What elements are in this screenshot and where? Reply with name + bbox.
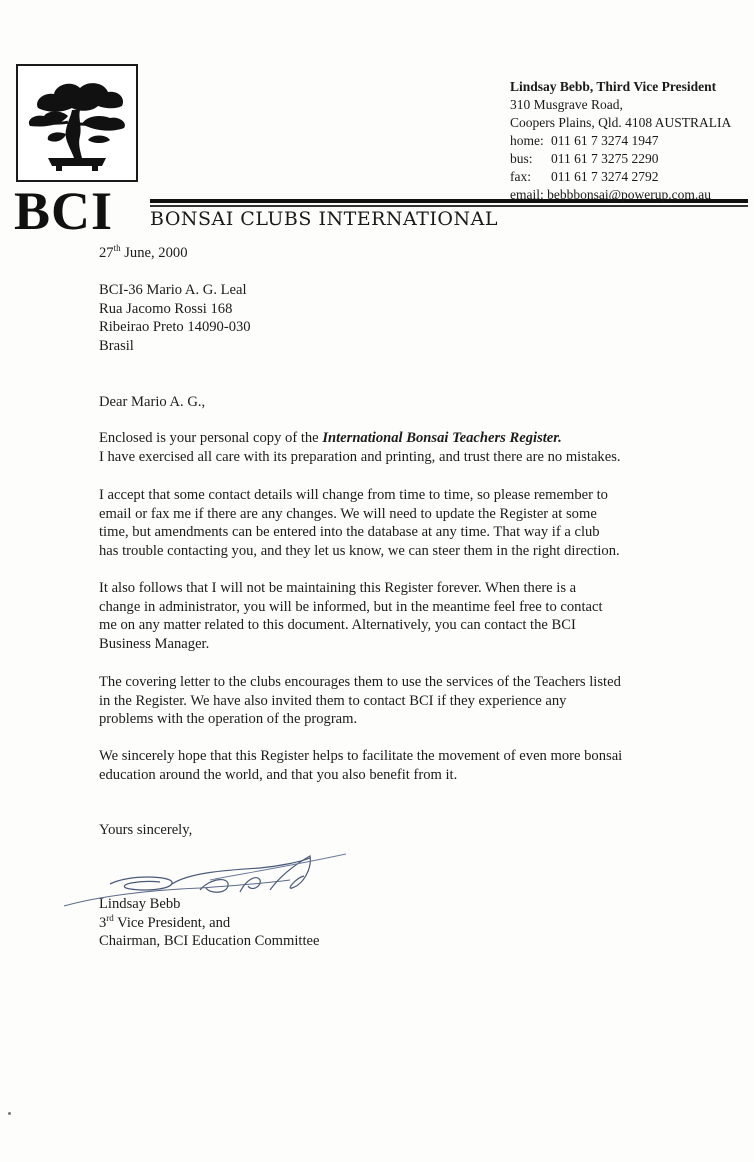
paragraph-line: I have exercised all care with its preparation and printing, and trust there are no mistakes.: [99, 448, 621, 465]
letter-date: [99, 244, 188, 263]
letterhead-rule-thin: [150, 205, 748, 207]
paragraph-line: in the Register. We have also invited them to contact BCI if they experience any: [99, 692, 567, 709]
fax-number: 011 61 7 3274 2792: [551, 169, 659, 184]
home-number: 011 61 7 3274 1947: [551, 133, 659, 148]
title-ordinal: 3: [99, 914, 107, 931]
recipient-line: Brasil: [99, 338, 134, 355]
sender-home-phone: [510, 132, 731, 150]
paragraph-5: [99, 747, 622, 784]
paragraph-line: change in administrator, you will be informed, but in the meantime feel free to contact: [99, 598, 603, 615]
sender-street: 310 Musgrave Road,: [510, 97, 623, 112]
sender-city: Coopers Plains, Qld. 4108 AUSTRALIA: [510, 115, 732, 130]
sender-address-block: [510, 78, 731, 204]
signatory-committee: Chairman, BCI Education Committee: [99, 933, 320, 950]
date-suffix: th: [113, 243, 121, 254]
para1-prefix: Enclosed is your personal copy of the: [99, 430, 323, 446]
paragraph-4: [99, 673, 621, 729]
paragraph-1: [99, 429, 621, 466]
register-title: International Bonsai Teachers Register.: [322, 430, 562, 446]
recipient-line: BCI-36 Mario A. G. Leal: [99, 282, 247, 298]
date-day: 27: [99, 245, 114, 261]
recipient-address: [99, 281, 251, 356]
fax-label: fax:: [510, 169, 531, 184]
signature-block: [99, 895, 320, 951]
title-rest: Vice President, and: [113, 914, 231, 931]
paragraph-line: me on any matter related to this document. Alternatively, you can contact the BCI: [99, 617, 576, 634]
email-address: bebbbonsai@powerup.com.au: [547, 187, 712, 202]
bus-label: bus:: [510, 151, 533, 166]
recipient-line: Rua Jacomo Rossi 168: [99, 300, 233, 317]
salutation: Dear Mario A. G.,: [99, 394, 206, 410]
sender-email: [510, 186, 731, 204]
bonsai-tree-graphic: [18, 66, 136, 180]
paragraph-3: [99, 579, 603, 654]
closing: Yours sincerely,: [99, 822, 193, 838]
paragraph-line: has trouble contacting you, and they let us know, we can steer them in the right direction.: [99, 543, 620, 560]
paragraph-line: time, but amendments can be entered into the database at any time. That way if a club: [99, 524, 600, 541]
sender-bus-phone: [510, 150, 731, 168]
bus-number: 011 61 7 3275 2290: [551, 151, 659, 166]
scan-speck: [8, 1112, 11, 1115]
paragraph-line: We sincerely hope that this Register helps to facilitate the movement of even more bonsai: [99, 748, 623, 764]
recipient-line: Ribeirao Preto 14090-030: [99, 319, 251, 336]
paragraph-line: The covering letter to the clubs encourages them to use the services of the Teachers listed: [99, 674, 621, 690]
paragraph-line: It also follows that I will not be maintaining this Register forever. When there is a: [99, 580, 577, 596]
organization-name: BONSAI CLUBS INTERNATIONAL: [150, 208, 498, 230]
paragraph-2: [99, 486, 620, 561]
sender-name: Lindsay Bebb, Third Vice President: [510, 79, 717, 94]
email-label: email:: [510, 187, 544, 202]
paragraph-line: [99, 429, 621, 448]
paragraph-line: problems with the operation of the program.: [99, 711, 358, 728]
signatory-name: Lindsay Bebb: [99, 896, 181, 912]
paragraph-line: education around the world, and that you also benefit from it.: [99, 766, 458, 783]
paragraph-line: I accept that some contact details will change from time to time, so please remember to: [99, 487, 608, 503]
bci-logo-text: BCI: [14, 181, 114, 241]
paragraph-line: email or fax me if there are any changes. We will need to update the Register at some: [99, 505, 597, 522]
date-month-year: June, 2000: [120, 245, 188, 261]
signatory-title: [99, 914, 320, 933]
sender-fax: [510, 168, 731, 186]
paragraph-line: Business Manager.: [99, 636, 210, 653]
home-label: home:: [510, 133, 544, 148]
bonsai-tree-icon: [16, 64, 138, 182]
title-ordinal-suffix: rd: [106, 912, 114, 923]
